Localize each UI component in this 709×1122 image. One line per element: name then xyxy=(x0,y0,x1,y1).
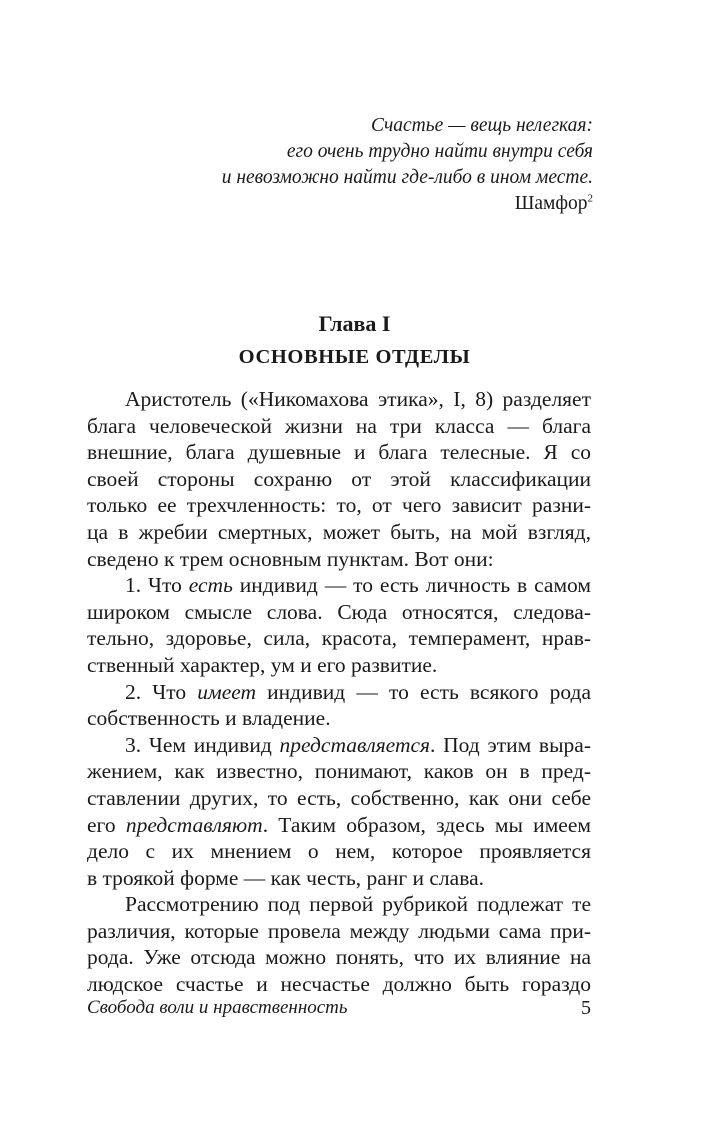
paragraph-1 xyxy=(87,386,591,572)
paragraph-3 xyxy=(87,679,591,732)
epigraph xyxy=(123,113,593,217)
text-run: индивид — то есть личность в самом xyxy=(232,573,591,598)
epigraph-line: его очень трудно найти внутри себя xyxy=(286,141,593,162)
text-run: 1. Что xyxy=(125,573,189,598)
text-run: . Таким образом, здесь мы имеем xyxy=(262,812,591,837)
text-line: внешние, блага душевные и блага телесные. Я со xyxy=(87,440,591,465)
text-line: собственность и владение. xyxy=(87,706,331,731)
page-footer xyxy=(87,993,591,1023)
paragraph-2 xyxy=(87,572,591,678)
text-line: сведено к трем основным пунктам. Вот они: xyxy=(87,546,494,571)
text-line xyxy=(87,679,591,706)
text-run: 3. Чем индивид xyxy=(125,732,280,757)
emphasis: есть xyxy=(188,573,233,598)
text-line: дело с их мнением о нем, которое проявляется xyxy=(87,839,591,864)
text-line: различия, которые провела между людьми сама при- xyxy=(87,918,591,943)
text-line: рода. Уже отсюда можно понять, что их влияние на xyxy=(87,945,591,970)
chapter-title: ОСНОВНЫЕ ОТДЕЛЫ xyxy=(238,346,471,368)
text-line: ставлении других, то есть, собственно, как они себе xyxy=(87,785,591,810)
body-text xyxy=(87,386,591,998)
text-run: . Под этим выра- xyxy=(430,732,591,757)
text-line: Аристотель («Никомахова этика», I, 8) разделяет xyxy=(125,387,591,411)
text-line: только ее трехчленность: то, от чего зависит разни- xyxy=(87,493,591,518)
text-line: в троякой форме — как честь, ранг и слава. xyxy=(87,865,484,890)
emphasis: представляется xyxy=(279,732,431,757)
epigraph-author xyxy=(123,191,593,217)
text-run: 2. Что xyxy=(125,679,198,704)
text-line: Рассмотрению под первой рубрикой подлежат те xyxy=(125,892,591,917)
emphasis: представляют xyxy=(125,812,263,837)
chapter-number: Глава I xyxy=(318,311,391,336)
text-line: ственный характер, ум и его развитие. xyxy=(87,652,438,677)
paragraph-5 xyxy=(87,891,591,997)
paragraph-4 xyxy=(87,732,591,892)
running-title: Свобода воли и нравственность xyxy=(87,997,348,1018)
text-line xyxy=(87,732,591,759)
emphasis: имеет xyxy=(197,679,257,704)
page-number: 5 xyxy=(581,997,591,1019)
text-line: жением, как известно, понимают, каков он в пред- xyxy=(87,759,591,784)
epigraph-line: и невозможно найти где-либо в ином месте. xyxy=(221,167,593,188)
text-line: блага человеческой жизни на три класса — блага xyxy=(87,413,591,438)
text-line: своей стороны сохраню от этой классификации xyxy=(87,466,591,491)
text-line xyxy=(87,812,591,839)
text-line: широком смысле слова. Сюда относятся, следова- xyxy=(87,599,591,624)
footnote-ref[interactable]: 2 xyxy=(587,192,593,205)
text-line: ца в жребии смертных, может быть, на мой взгляд, xyxy=(87,519,591,544)
author-name: Шамфор xyxy=(514,193,588,214)
text-line: людское счастье и несчастье должно быть гораздо xyxy=(87,972,591,997)
text-line xyxy=(87,572,591,599)
epigraph-line: Счастье — вещь нелегкая: xyxy=(370,115,593,136)
text-line: тельно, здоровье, сила, красота, темперамент, нрав- xyxy=(87,626,591,651)
text-run: индивид — то есть всякого рода xyxy=(256,679,591,704)
text-run: его xyxy=(87,812,126,837)
